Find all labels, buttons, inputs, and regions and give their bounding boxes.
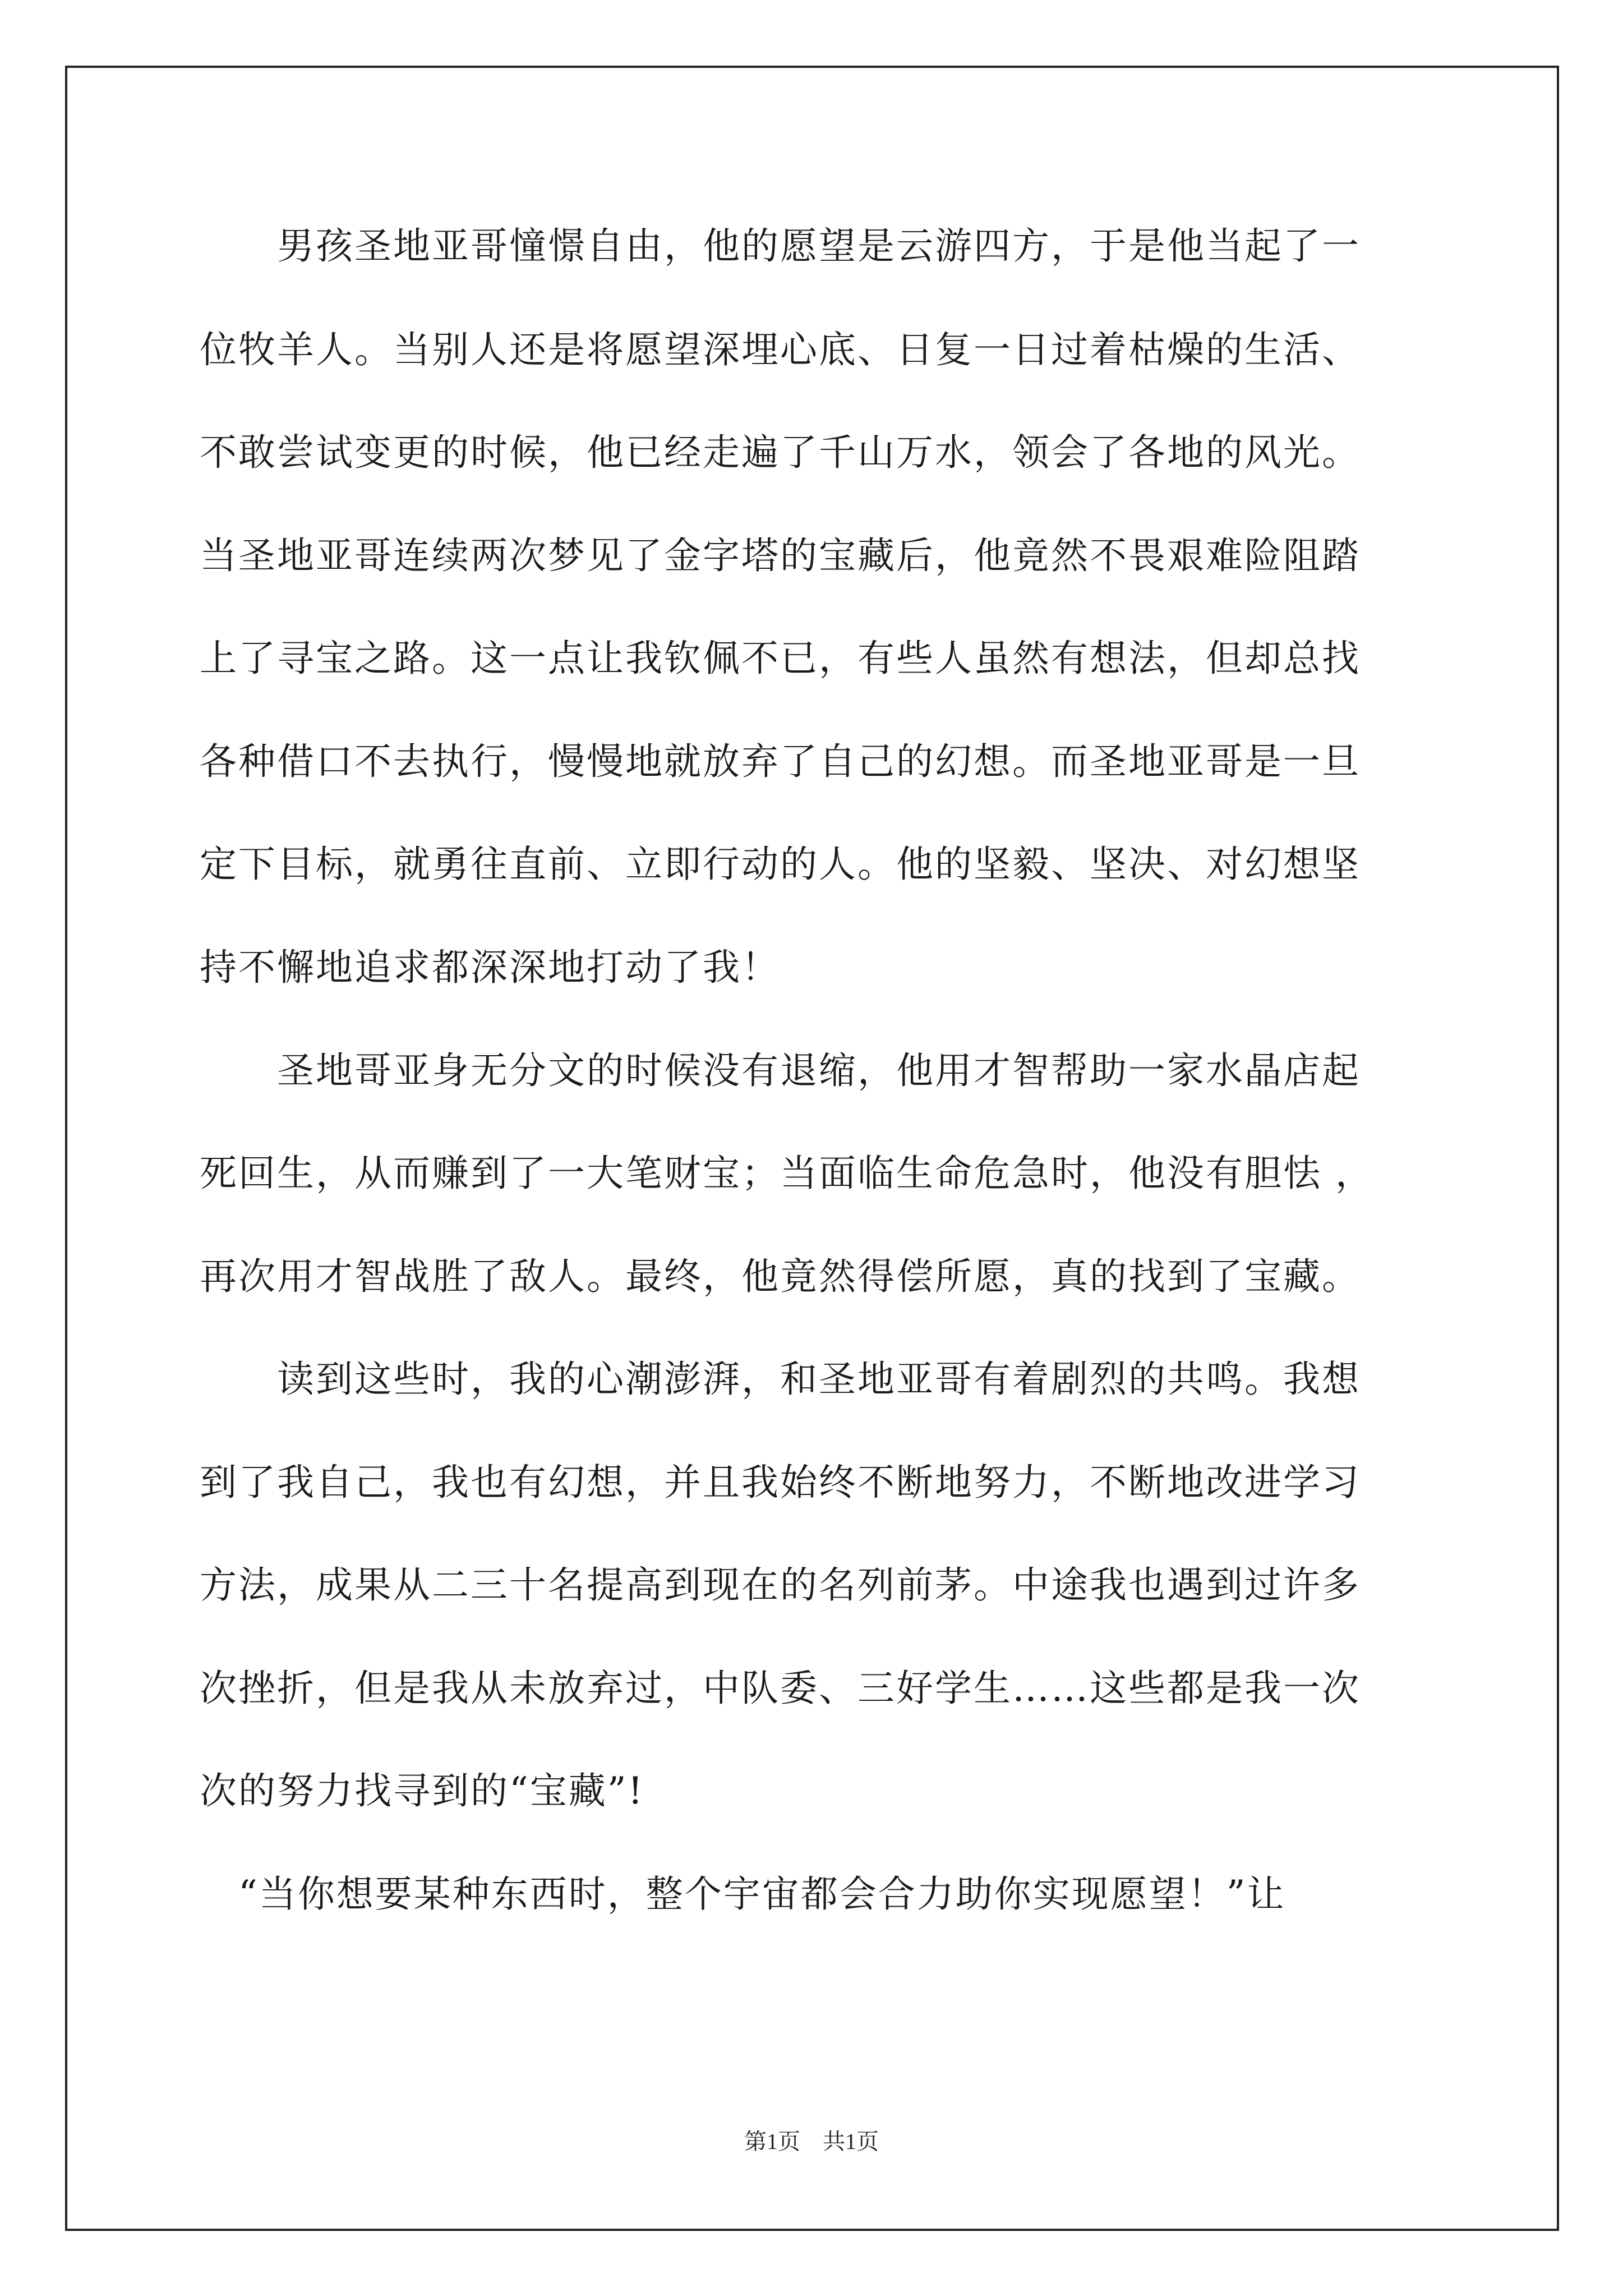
text-line: 定下目标，就勇往直前、立即行动的人。他的坚毅、坚决、对幻想坚	[200, 843, 1361, 886]
text-line: 上了寻宝之路。这一点让我钦佩不已，有些人虽然有想法，但却总找	[200, 637, 1361, 680]
text-line: 男孩圣地亚哥憧憬自由，他的愿望是云游四方，于是他当起了一	[200, 224, 1361, 268]
text-line: “当你想要某种东西时，整个宇宙都会合力助你实现愿望！”让	[200, 1872, 1286, 1916]
text-line: 次挫折，但是我从未放弃过，中队委、三好学生……这些都是我一次	[200, 1667, 1361, 1710]
text-line: 再次用才智战胜了敌人。最终，他竟然得偿所愿，真的找到了宝藏。	[200, 1255, 1361, 1298]
text-line: 方法，成果从二三十名提高到现在的名列前茅。中途我也遇到过许多	[200, 1563, 1361, 1607]
text-line: 位牧羊人。当别人还是将愿望深埋心底、日复一日过着枯燥的生活、	[200, 328, 1361, 371]
text-line: 读到这些时，我的心潮澎湃，和圣地亚哥有着剧烈的共鸣。我想	[200, 1358, 1361, 1401]
text-line: 各种借口不去执行，慢慢地就放弃了自己的幻想。而圣地亚哥是一旦	[200, 740, 1361, 783]
page-number-footer: 第1页 共1页	[744, 2129, 879, 2154]
text-line: 次的努力找寻到的“宝藏”!	[200, 1769, 645, 1812]
text-line: 死回生，从而赚到了一大笔财宝；当面临生命危急时，他没有胆怯 ，	[200, 1152, 1374, 1195]
text-line: 持不懈地追求都深深地打动了我！	[200, 946, 780, 989]
text-line: 当圣地亚哥连续两次梦见了金字塔的宝藏后，他竟然不畏艰难险阻踏	[200, 534, 1361, 577]
text-line: 不敢尝试变更的时候，他已经走遍了千山万水，领会了各地的风光。	[200, 431, 1361, 474]
text-line: 圣地哥亚身无分文的时候没有退缩，他用才智帮助一家水晶店起	[200, 1049, 1361, 1092]
text-line: 到了我自己，我也有幻想，并且我始终不断地努力，不断地改进学习	[200, 1461, 1361, 1504]
